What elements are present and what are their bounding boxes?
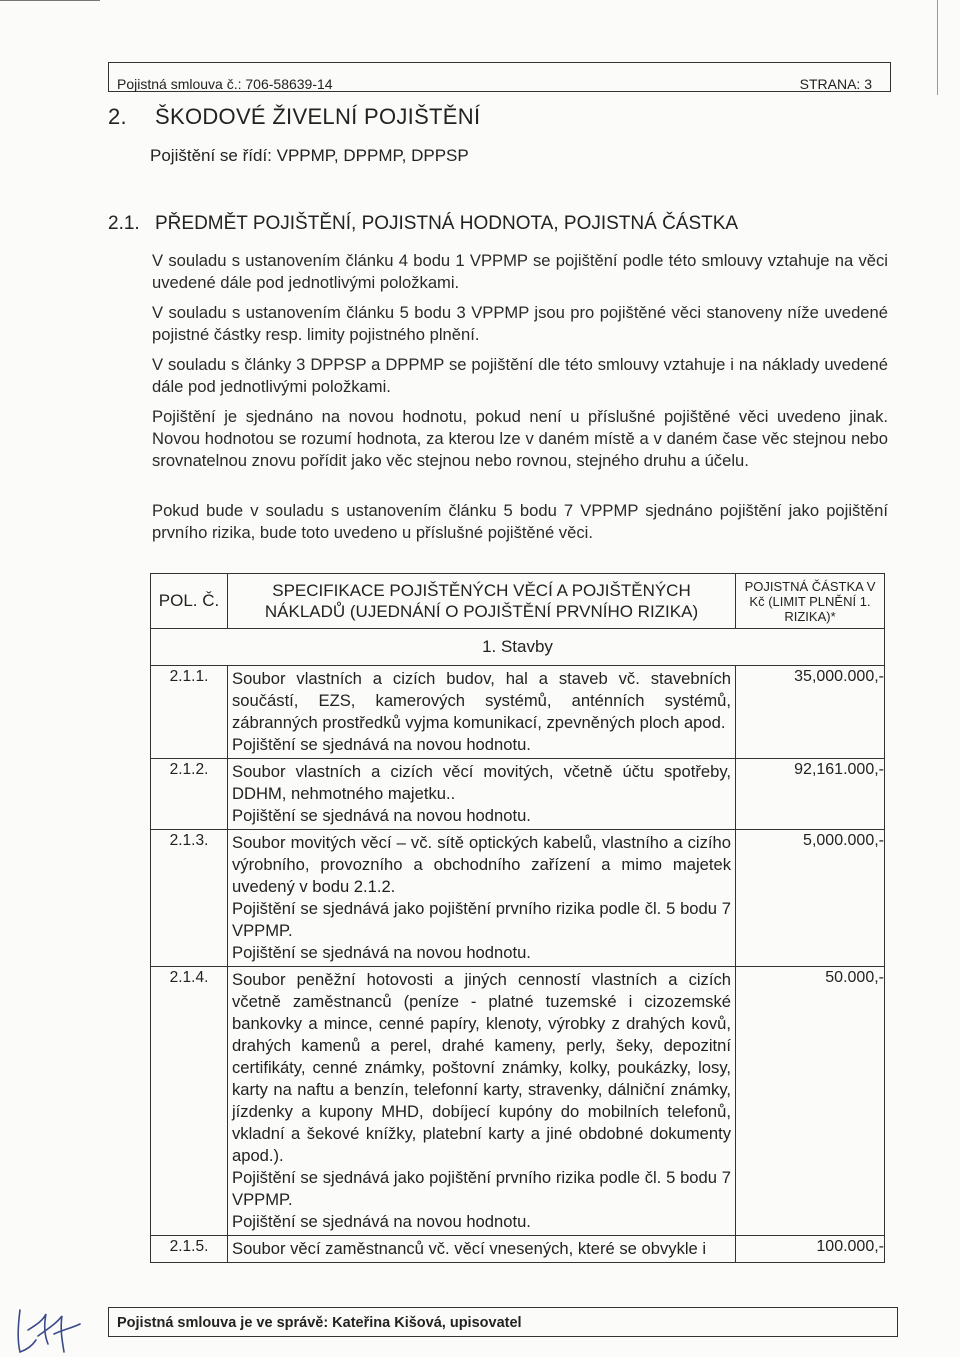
item-number: 2.1.5.	[151, 1236, 228, 1263]
description-line: Soubor peněžní hotovosti a jiných cenností vlastních a cizích včetně zaměstnanců (peníze - platné tuzemské i cizozemské bankovky a mince, cenné papíry, klenoty, výrobky z drahých kovů, drahých kamenů a perel, drahé kameny, perly, šeky, depozitní certifikáty, cenné známky, poštovní známky, kolky, poukázky, losy, karty na naftu a benzín, telefonní karty, stravenky, dálniční známky, jízdenky a kupony MHD, dobíjecí kupóny do mobilních telefonů, vkladní a šekové knížky, platební karty a jiné obdobné dokumenty apod.).	[232, 970, 731, 1165]
item-number: 2.1.4.	[151, 967, 228, 1236]
section-title: ŠKODOVÉ ŽIVELNÍ POJIŠTĚNÍ	[155, 104, 481, 129]
scan-edge-line	[937, 0, 938, 95]
description-line: Soubor vlastních a cizích budov, hal a staveb vč. stavebních součástí, EZS, kamerových systémů, anténních systémů, zábranných prostředků vyjma komunikací, zpevněných ploch apod.	[232, 669, 731, 732]
insured-amount: 92,161.000,-	[736, 759, 885, 830]
item-description	[228, 830, 736, 967]
table-row	[151, 1236, 885, 1263]
table-header-row	[151, 574, 885, 629]
subsection-title: PŘEDMĚT POJIŠTĚNÍ, POJISTNÁ HODNOTA, POJISTNÁ ČÁSTKA	[155, 213, 739, 234]
item-description	[228, 759, 736, 830]
item-number: 2.1.2.	[151, 759, 228, 830]
category-label: 1. Stavby	[151, 629, 885, 666]
contract-number: Pojistná smlouva č.: 706-58639-14	[117, 76, 333, 92]
item-description	[228, 1236, 736, 1263]
footer-administrator: Pojistná smlouva je ve správě: Kateřina Kišová, upisovatel	[117, 1315, 522, 1331]
description-line: Soubor věcí zaměstnanců vč. věcí vnesených, které se obvykle i	[232, 1239, 707, 1258]
insured-amount: 100.000,-	[736, 1236, 885, 1263]
description-line: Pojištění se sjednává jako pojištění prvního rizika podle čl. 5 bodu 7 VPPMP.	[232, 899, 731, 940]
description-line: Pojištění se sjednává na novou hodnotu.	[232, 806, 531, 825]
col-header-insured-amount: POJISTNÁ ČÁSTKA V Kč (LIMIT PLNĚNÍ 1. RIZIKA)*	[736, 574, 885, 629]
insured-amount: 35,000.000,-	[736, 666, 885, 759]
description-line: Pojištění se sjednává jako pojištění prvního rizika podle čl. 5 bodu 7 VPPMP.	[232, 1168, 731, 1209]
description-line: Soubor movitých věcí – vč. sítě optických kabelů, vlastního a cizího výrobního, provozního a obchodního zařízení a mimo majetek uvedený v bodu 2.1.2.	[232, 833, 731, 896]
insured-amount: 5,000.000,-	[736, 830, 885, 967]
paragraph: Pojištění je sjednáno na novou hodnotu, pokud není u příslušné pojištěné věci uvedeno jinak. Novou hodnotou se rozumí hodnota, za kterou lze v daném místě a v daném čase věc stejnou nebo srovnatelnou znovu pořídit jako věc stejnou nebo rovnou, stejného druhu a účelu.	[152, 407, 888, 470]
item-number: 2.1.1.	[151, 666, 228, 759]
section-number: 2.	[108, 104, 127, 129]
table-row	[151, 830, 885, 967]
table-row	[151, 967, 885, 1236]
paragraph: V souladu s ustanovením článku 4 bodu 1 VPPMP se pojištění podle této smlouvy vztahuje na věci uvedené dále pod jednotlivými položkami.	[152, 251, 888, 292]
handwritten-signature	[14, 1300, 84, 1357]
page-footer	[108, 1307, 898, 1337]
description-line: Pojištění se sjednává na novou hodnotu.	[232, 735, 531, 754]
paragraph: Pokud bude v souladu s ustanovením článku 5 bodu 7 VPPMP sjednáno pojištění jako pojištění prvního rizika, bude toto uvedeno u příslušné pojištěné věci.	[152, 501, 888, 542]
category-row	[151, 629, 885, 666]
item-description	[228, 967, 736, 1236]
scan-edge-line	[0, 0, 100, 1]
col-header-item-number: POL. Č.	[151, 574, 228, 629]
col-header-specification: SPECIFIKACE POJIŠTĚNÝCH VĚCÍ A POJIŠTĚNÝCH NÁKLADŮ (UJEDNÁNÍ O POJIŠTĚNÍ PRVNÍHO RIZIKA)	[228, 574, 736, 629]
paragraph: V souladu s ustanovením článku 5 bodu 3 VPPMP jsou pro pojištěné věci stanoveny níže uvedené pojistné částky resp. limity pojistného plnění.	[152, 303, 888, 344]
description-line: Pojištění se sjednává na novou hodnotu.	[232, 943, 531, 962]
subsection-heading	[108, 213, 738, 235]
section-heading	[108, 104, 480, 130]
description-line: Soubor vlastních a cizích věcí movitých, včetně účtu spotřeby, DDHM, nehmotného majetku..	[232, 762, 731, 803]
description-line: Pojištění se sjednává na novou hodnotu.	[232, 1212, 531, 1231]
subsection-number: 2.1.	[108, 213, 140, 234]
insured-amount: 50.000,-	[736, 967, 885, 1236]
table-row	[151, 759, 885, 830]
table-row	[151, 666, 885, 759]
item-number: 2.1.3.	[151, 830, 228, 967]
page-number: STRANA: 3	[799, 76, 872, 92]
insurance-spec-table	[150, 573, 885, 1263]
page-header	[108, 62, 891, 92]
paragraph: V souladu s články 3 DPPSP a DPPMP se pojištění dle této smlouvy vztahuje i na náklady uvedené dále pod jednotlivými položkami.	[152, 355, 888, 396]
governing-rules: Pojištění se řídí: VPPMP, DPPMP, DPPSP	[150, 146, 469, 165]
item-description	[228, 666, 736, 759]
